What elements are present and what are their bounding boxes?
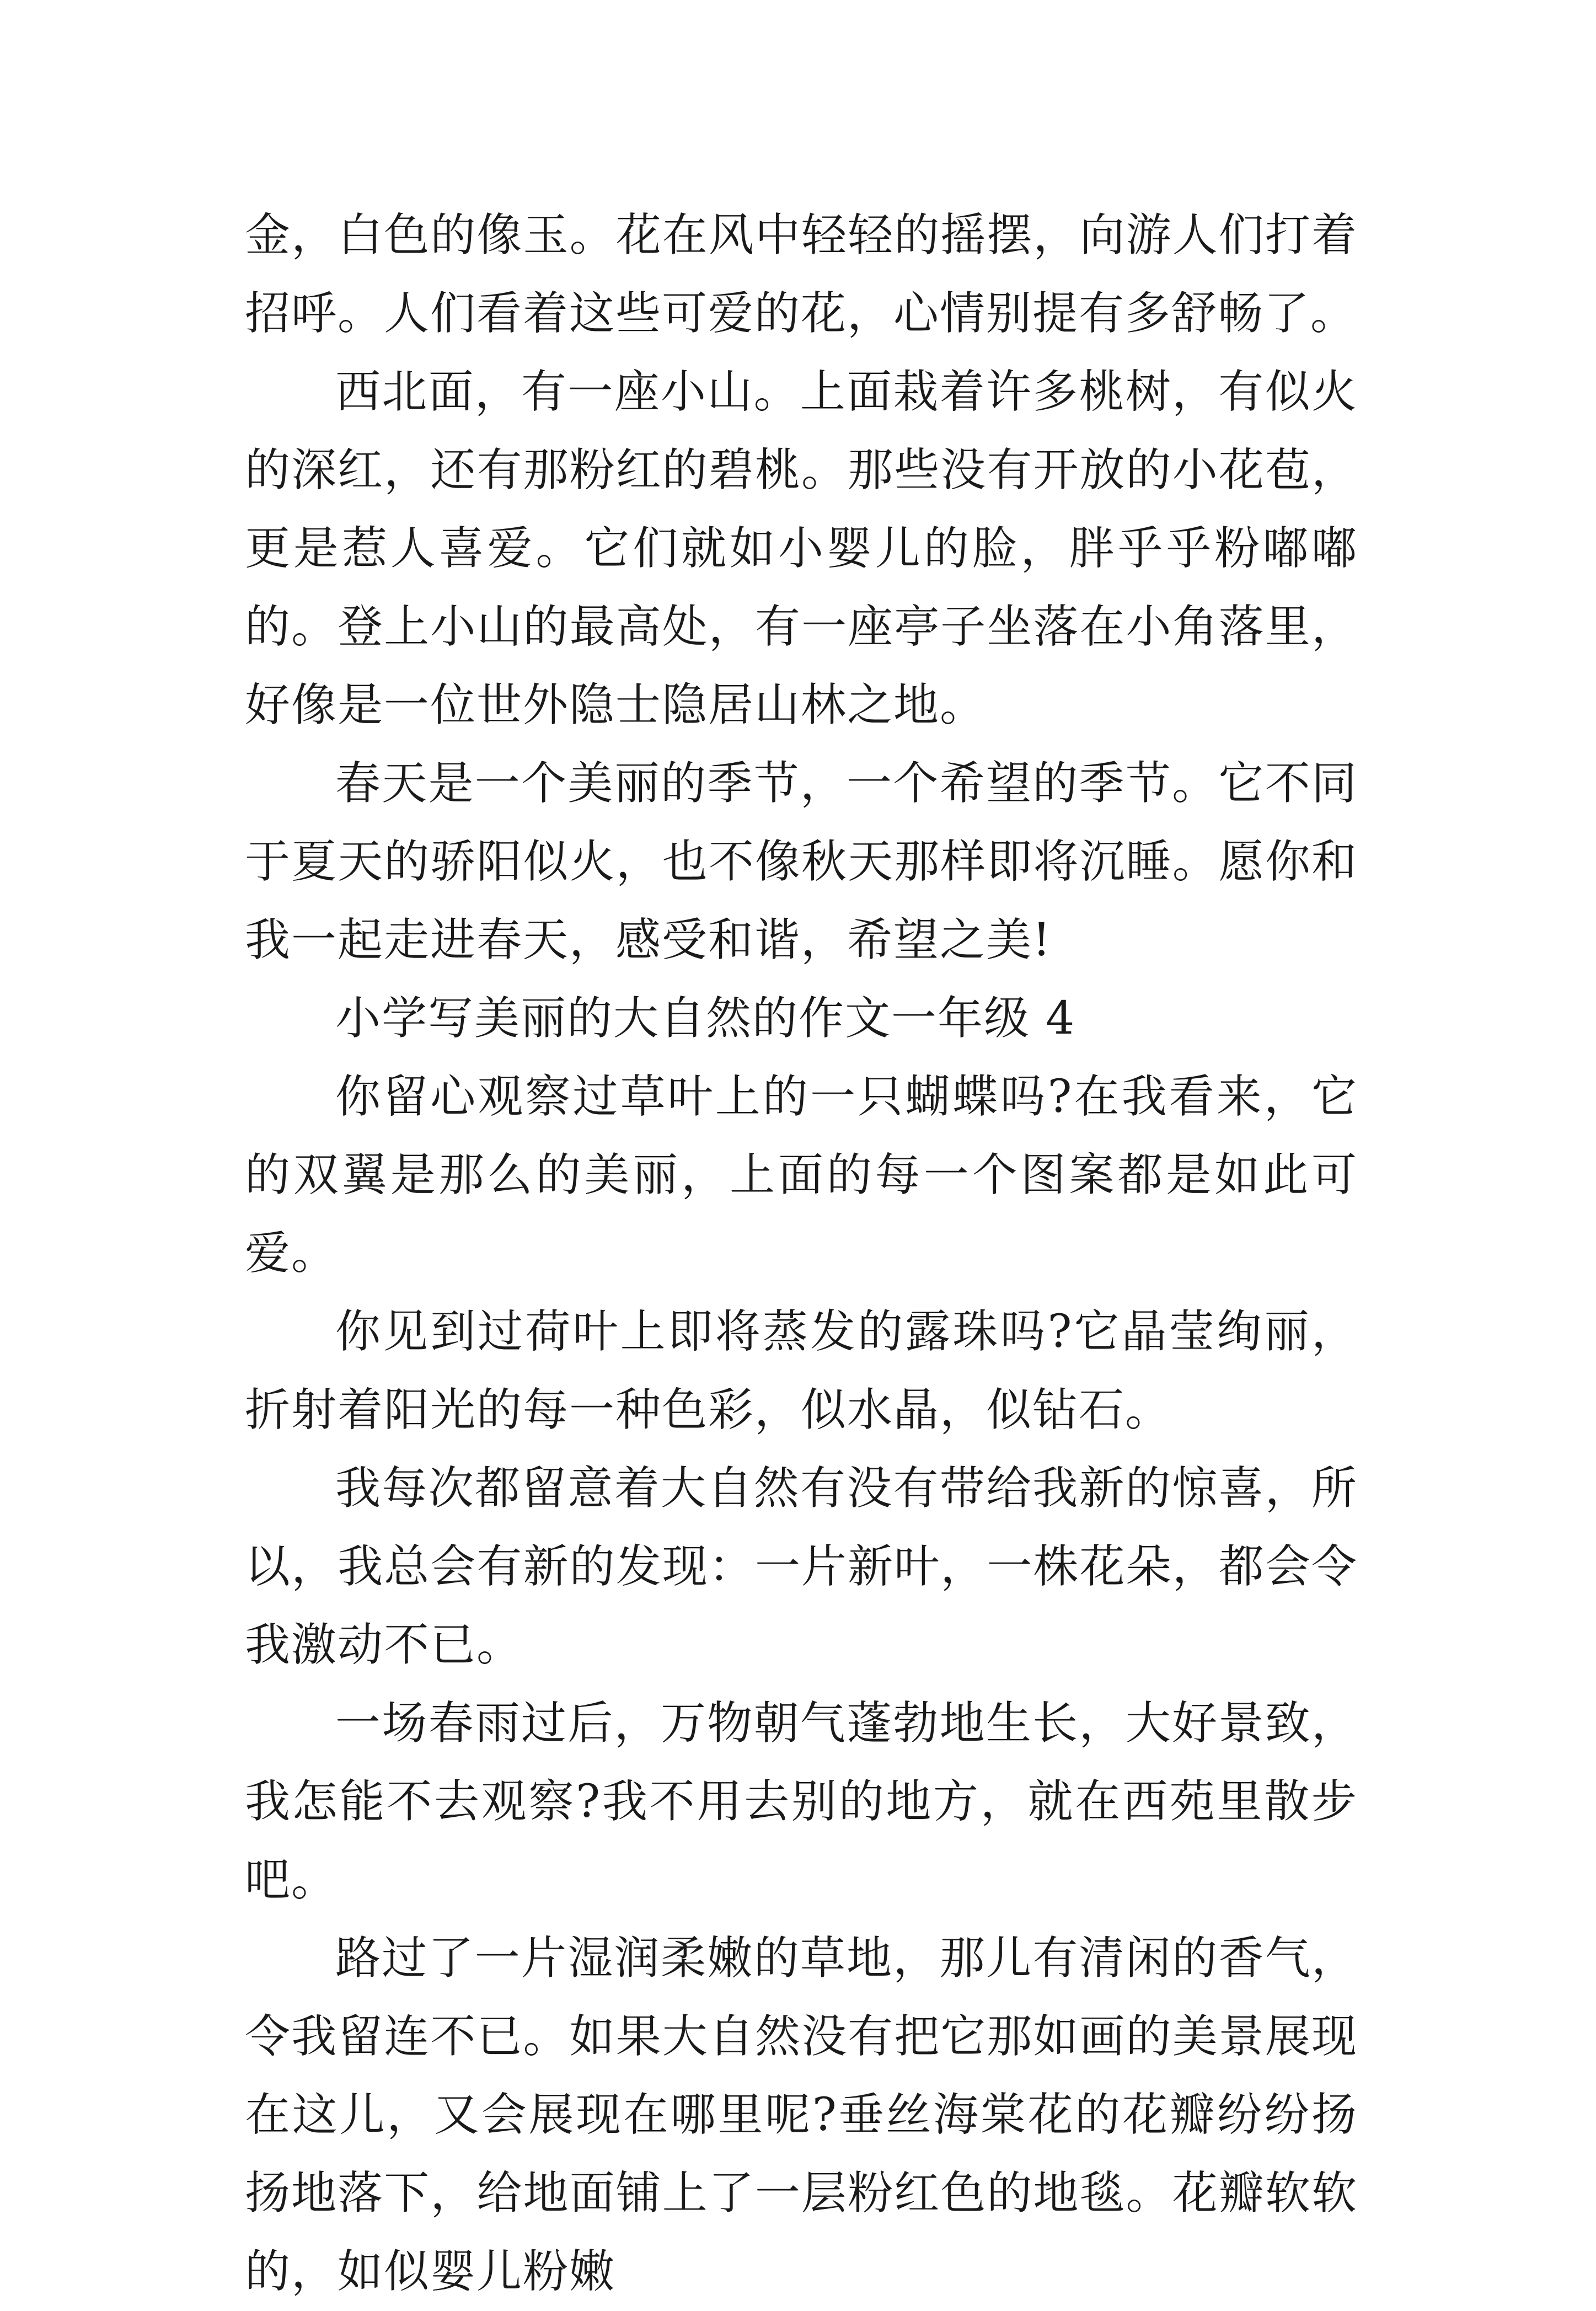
paragraph-butterfly: 你留心观察过草叶上的一只蝴蝶吗?在我看来，它的双翼是那么的美丽，上面的每一个图案都是如此可爱。	[245, 1071, 1358, 1280]
paragraph-continuation: 金，白色的像玉。花在风中轻轻的摇摆，向游人们打着招呼。人们看着这些可爱的花，心情别提有多舒畅了。	[245, 209, 1358, 340]
paragraph-spring-rain: 一场春雨过后，万物朝气蓬勃地生长，大好景致，我怎能不去观察?我不用去别的地方，就在西苑里散步吧。	[245, 1697, 1358, 1906]
paragraph-dewdrop: 你见到过荷叶上即将蒸发的露珠吗?它晶莹绚丽，折射着阳光的每一种色彩，似水晶，似钻石。	[245, 1306, 1358, 1436]
section-title: 小学写美丽的大自然的作文一年级 4	[335, 992, 1076, 1045]
paragraph-spring-season: 春天是一个美丽的季节，一个希望的季节。它不同于夏天的骄阳似火，也不像秋天那样即将沉睡。愿你和我一起走进春天，感受和谐，希望之美!	[245, 757, 1358, 966]
paragraph-new-discovery: 我每次都留意着大自然有没有带给我新的惊喜，所以，我总会有新的发现：一片新叶，一株花朵，都会令我激动不已。	[245, 1462, 1358, 1671]
paragraph-grassland: 路过了一片湿润柔嫩的草地，那儿有清闲的香气，令我留连不已。如果大自然没有把它那如画的美景展现在这儿，又会展现在哪里呢?垂丝海棠花的花瓣纷纷扬扬地落下，给地面铺上了一层粉红色的地毯。花瓣软软的，如似婴儿粉嫩	[245, 1932, 1358, 2298]
paragraph-northwest-hill: 西北面，有一座小山。上面栽着许多桃树，有似火的深红，还有那粉红的碧桃。那些没有开放的小花苞，更是惹人喜爱。它们就如小婴儿的脸，胖乎乎粉嘟嘟的。登上小山的最高处，有一座亭子坐落在小角落里，好像是一位世外隐士隐居山林之地。	[245, 366, 1358, 731]
document-page	[245, 196, 1358, 2311]
